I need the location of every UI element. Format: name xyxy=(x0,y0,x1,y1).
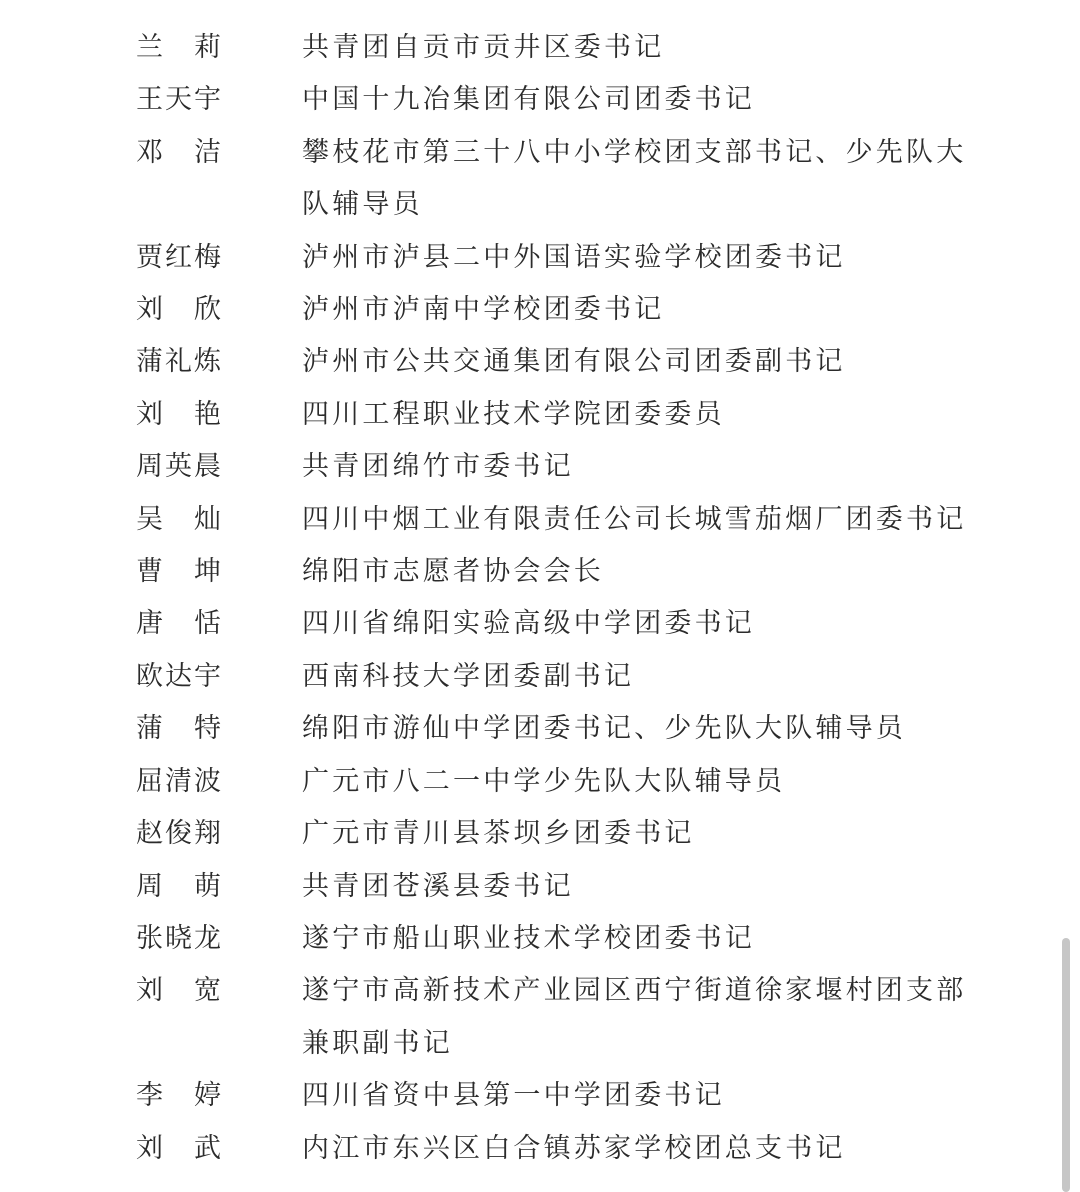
person-role: 四川工程职业技术学院团委委员 xyxy=(302,398,725,430)
person-role: 共青团苍溪县委书记 xyxy=(302,870,574,902)
person-name: 邓 洁 xyxy=(136,136,223,168)
list-item xyxy=(0,232,1080,284)
person-role: 攀枝花市第三十八中小学校团支部书记、少先队大队辅导员 xyxy=(302,136,967,221)
person-name: 刘 艳 xyxy=(136,398,223,430)
name-list xyxy=(0,22,1080,1175)
person-role: 西南科技大学团委副书记 xyxy=(302,660,635,692)
person-role: 绵阳市游仙中学团委书记、少先队大队辅导员 xyxy=(302,713,906,745)
list-item xyxy=(0,965,1080,1070)
person-role: 中国十九冶集团有限公司团委书记 xyxy=(302,84,755,116)
list-item xyxy=(0,1123,1080,1175)
list-item xyxy=(0,1070,1080,1122)
scrollbar-thumb[interactable] xyxy=(1062,938,1070,1192)
person-name: 刘 宽 xyxy=(136,975,223,1007)
list-item xyxy=(0,598,1080,650)
list-item xyxy=(0,703,1080,755)
person-role: 广元市青川县茶坝乡团委书记 xyxy=(302,818,695,850)
person-name: 周 萌 xyxy=(136,870,223,902)
list-item xyxy=(0,756,1080,808)
person-name: 屈清波 xyxy=(136,765,223,797)
person-role: 遂宁市高新技术产业园区西宁街道徐家堰村团支部兼职副书记 xyxy=(302,975,967,1059)
list-item xyxy=(0,861,1080,913)
person-name: 兰 莉 xyxy=(136,32,223,63)
person-role: 四川省绵阳实验高级中学团委书记 xyxy=(302,608,755,640)
person-role: 泸州市泸县二中外国语实验学校团委书记 xyxy=(302,241,846,273)
list-item xyxy=(0,74,1080,126)
list-item xyxy=(0,389,1080,441)
list-item xyxy=(0,441,1080,493)
person-role: 四川省资中县第一中学团委书记 xyxy=(302,1080,725,1112)
person-name: 赵俊翔 xyxy=(136,818,223,850)
list-item xyxy=(0,913,1080,965)
list-item xyxy=(0,546,1080,598)
list-item xyxy=(0,336,1080,388)
person-role: 绵阳市志愿者协会会长 xyxy=(302,556,604,588)
person-role: 共青团绵竹市委书记 xyxy=(302,451,574,483)
person-name: 李 婷 xyxy=(136,1080,223,1112)
list-item xyxy=(0,651,1080,703)
person-name: 唐 恬 xyxy=(136,608,223,640)
person-role: 泸州市公共交通集团有限公司团委副书记 xyxy=(302,346,846,378)
person-name: 蒲 特 xyxy=(136,713,223,745)
person-name: 刘 武 xyxy=(136,1132,223,1164)
person-role: 共青团自贡市贡井区委书记 xyxy=(302,32,665,63)
person-role: 遂宁市船山职业技术学校团委书记 xyxy=(302,922,755,954)
person-name: 王天宇 xyxy=(136,84,223,116)
person-name: 刘 欣 xyxy=(136,294,223,326)
person-name: 欧达宇 xyxy=(136,660,223,692)
person-role: 泸州市泸南中学校团委书记 xyxy=(302,294,665,326)
list-item xyxy=(0,808,1080,860)
person-name: 蒲礼炼 xyxy=(136,346,223,378)
list-item xyxy=(0,494,1080,546)
person-name: 周英晨 xyxy=(136,451,223,483)
person-name: 曹 坤 xyxy=(136,556,223,588)
person-role: 广元市八二一中学少先队大队辅导员 xyxy=(302,765,786,797)
person-role: 四川中烟工业有限责任公司长城雪茄烟厂团委书记 xyxy=(302,503,967,535)
list-item xyxy=(0,284,1080,336)
person-name: 张晓龙 xyxy=(136,922,223,954)
list-item xyxy=(0,22,1080,74)
person-role: 内江市东兴区白合镇苏家学校团总支书记 xyxy=(302,1132,846,1164)
person-name: 贾红梅 xyxy=(136,241,223,273)
list-item xyxy=(0,127,1080,232)
person-name: 吴 灿 xyxy=(136,503,223,535)
